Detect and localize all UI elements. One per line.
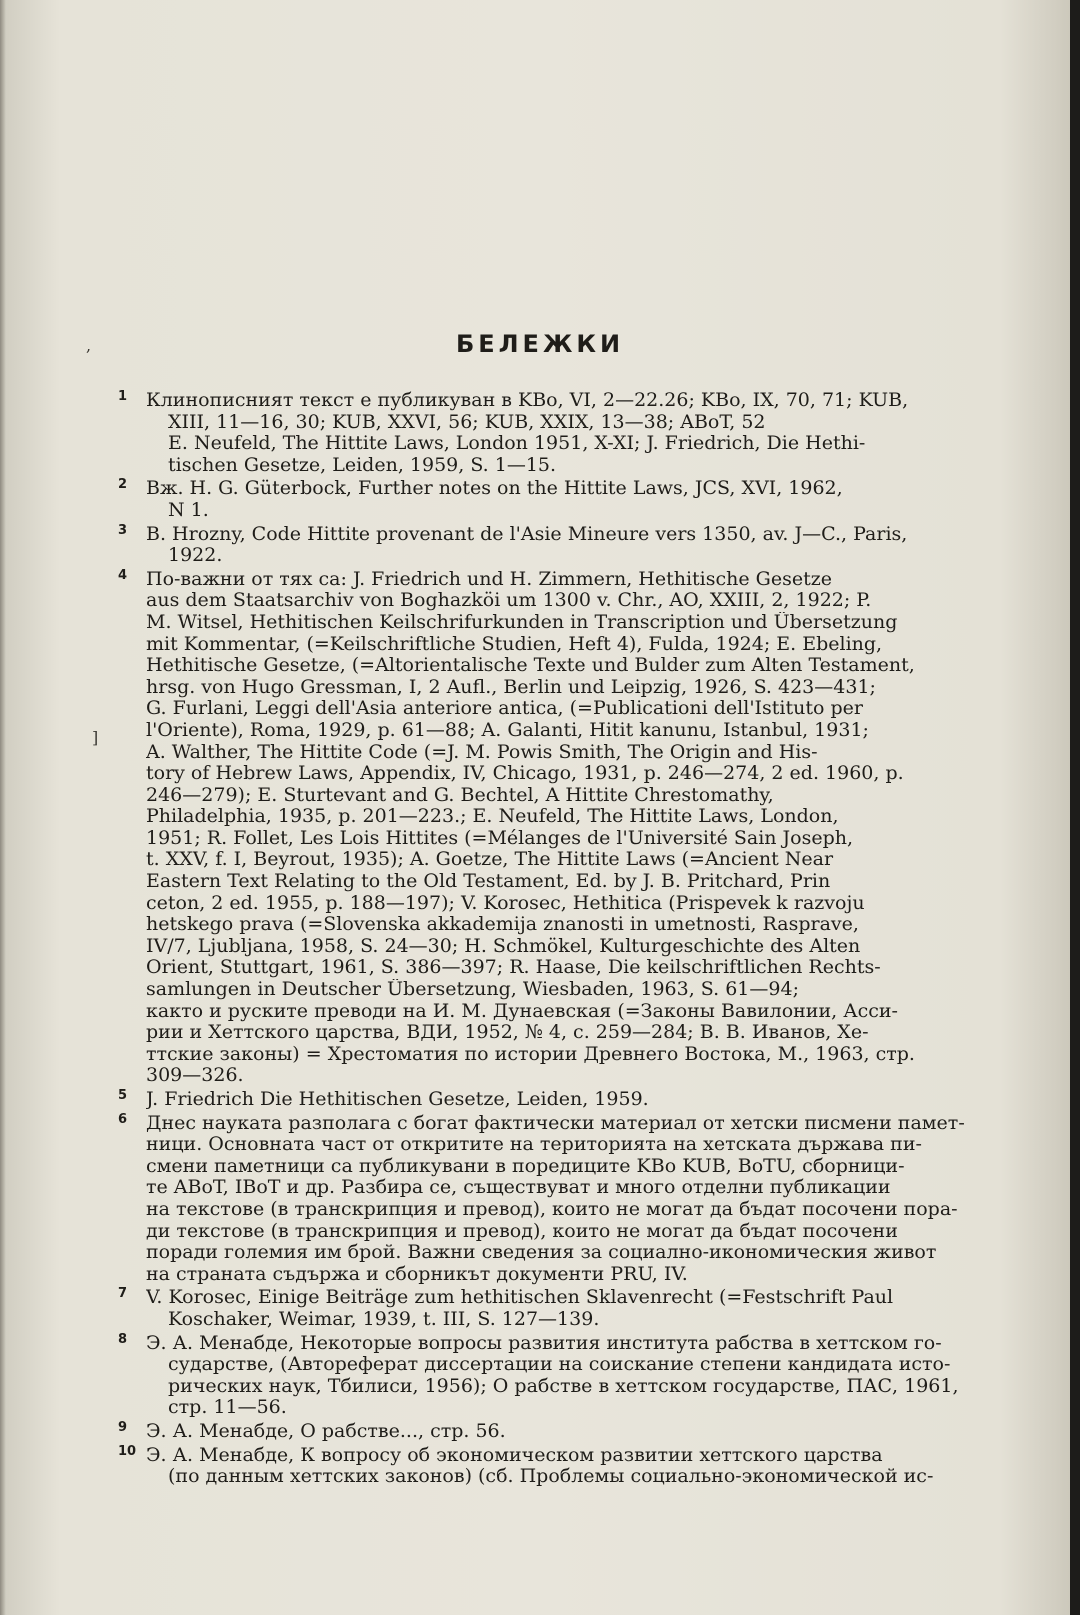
footnote-line: hrsg. von Hugo Gressman, I, 2 Aufl., Berlin und Leipzig, 1926, S. 423—431; xyxy=(146,676,876,698)
footnote xyxy=(118,569,1066,1087)
footnote xyxy=(118,390,1066,476)
margin-mark-comma: , xyxy=(86,336,92,355)
footnote-line: tischen Gesetze, Leiden, 1959, S. 1—15. xyxy=(168,454,557,476)
footnote-line: сударстве, (Автореферат диссертации на соискание степени кандидата исто- xyxy=(168,1354,951,1376)
footnote-line: Eastern Text Relating to the Old Testament, Ed. by J. B. Pritchard, Prin xyxy=(146,871,831,893)
footnote-text xyxy=(146,1445,1066,1488)
footnote-line: aus dem Staatsarchiv von Boghazköi um 1300 v. Chr., AO, XXIII, 2, 1922; P. xyxy=(146,590,872,612)
footnote-number: 1 xyxy=(118,389,128,404)
footnote-text xyxy=(146,1089,1066,1111)
footnote-line: както и руските преводи на И. М. Дунаевская (=Законы Вавилонии, Асси- xyxy=(146,1000,898,1022)
footnote-line: поради големия им брой. Важни сведения за социално-икономическия живот xyxy=(146,1242,937,1264)
footnote-line: Вж. H. G. Güterbock, Further notes on the Hittite Laws, JCS, XVI, 1962, xyxy=(146,478,843,500)
footnote-line: J. Friedrich Die Hethitischen Gesetze, Leiden, 1959. xyxy=(146,1089,649,1110)
footnote-text xyxy=(146,1287,1066,1330)
footnote-text xyxy=(146,1113,1066,1286)
footnote-line: рии и Хеттского царства, ВДИ, 1952, № 4, с. 259—284; В. В. Иванов, Хе- xyxy=(146,1022,869,1044)
footnote xyxy=(118,1421,1066,1443)
footnote-line: Philadelphia, 1935, p. 201—223.; E. Neufeld, The Hittite Laws, London, xyxy=(146,806,839,828)
footnote-line: ceton, 2 ed. 1955, p. 188—197); V. Korosec, Hethitica (Prispevek k razvoju xyxy=(146,892,865,914)
footnote-text xyxy=(146,569,1066,1087)
footnote-line: M. Witsel, Hethitischen Keilschrifurkunden in Transcription und Übersetzung xyxy=(146,611,898,633)
footnote-line: Orient, Stuttgart, 1961, S. 386—397; R. Haase, Die keilschriftlichen Rechts- xyxy=(146,957,881,979)
footnote-text xyxy=(146,1421,1066,1443)
footnote-line: 309—326. xyxy=(146,1065,244,1087)
footnote-number: 10 xyxy=(118,1443,137,1459)
footnote-line: 1951; R. Follet, Les Lois Hittites (=Mélanges de l'Université Sain Joseph, xyxy=(146,827,854,849)
footnote-line: По-важни от тях са: J. Friedrich und H. Zimmern, Hethitische Gesetze xyxy=(146,568,832,590)
footnote-line: Koschaker, Weimar, 1939, t. III, S. 127—139. xyxy=(168,1308,600,1330)
footnote-text xyxy=(146,390,1066,476)
footnote-line: ди текстове (в транскрипция и превод), които не могат да бъдат посочени xyxy=(146,1220,898,1242)
footnote xyxy=(118,1113,1066,1286)
footnote-text xyxy=(146,1333,1066,1419)
footnote-line: samlungen in Deutscher Übersetzung, Wiesbaden, 1963, S. 61—94; xyxy=(146,979,799,1001)
footnote-line: стр. 11—56. xyxy=(168,1397,287,1419)
footnote-number: 7 xyxy=(118,1286,128,1302)
footnote-line: mit Kommentar, (=Keilschriftliche Studien, Heft 4), Fulda, 1924; E. Ebeling, xyxy=(146,633,883,655)
footnote-line: XIII, 11—16, 30; KUB, XXVI, 56; KUB, XXIX, 13—38; ABoT, 52 xyxy=(168,411,766,433)
footnote-line: Э. А. Менабде, К вопросу об экономическом развитии хеттского царства xyxy=(146,1444,883,1466)
footnote-line: A. Walther, The Hittite Code (=J. M. Powis Smith, The Origin and His- xyxy=(146,741,818,763)
page-left-edge xyxy=(0,0,6,1615)
footnote-number: 2 xyxy=(118,477,128,493)
footnote-line: t. XXV, f. I, Beyrout, 1935); A. Goetze, The Hittite Laws (=Ancient Near xyxy=(146,849,834,871)
footnote xyxy=(118,1287,1066,1330)
footnote-line: V. Korosec, Einige Beiträge zum hethitischen Sklavenrecht (=Festschrift Paul xyxy=(146,1287,894,1309)
footnote-line: 1922. xyxy=(168,545,223,567)
footnote-line: Днес науката разполага с богат фактически материал от хетски писмени памет- xyxy=(146,1112,965,1134)
footnote-text xyxy=(146,524,1066,567)
footnote-line: рических наук, Тбилиси, 1956); О рабстве в хеттском государстве, ПАС, 1961, xyxy=(168,1375,959,1397)
footnote-line: ници. Основната част от откритите на територията на хетската държава пи- xyxy=(146,1134,922,1156)
footnote-number: 9 xyxy=(118,1419,128,1435)
footnote-line: B. Hrozny, Code Hittite provenant de l'Asie Mineure vers 1350, av. J—C., Paris, xyxy=(146,523,908,545)
footnote-line: l'Oriente), Roma, 1929, p. 61—88; A. Galanti, Hitit kanunu, Istanbul, 1931; xyxy=(146,719,869,741)
footnote-line: (по данным хеттских законов) (сб. Проблемы социально-экономической ис- xyxy=(168,1466,934,1488)
book-spine-edge xyxy=(1070,0,1080,1615)
footnote xyxy=(118,1445,1066,1488)
footnote-line: 246—279); E. Sturtevant and G. Bechtel, A Hittite Chrestomathy, xyxy=(146,784,774,806)
footnote-line: те ABoT, IBoT и др. Разбира се, съществуват и много отделни публикации xyxy=(146,1177,891,1199)
footnote-line: G. Furlani, Leggi dell'Asia anteriore antica, (=Publicationi dell'Istituto per xyxy=(146,698,863,720)
footnote-line: Э. А. Менабде, Некоторые вопросы развития института рабства в хеттском го- xyxy=(146,1332,942,1354)
notes-list xyxy=(118,390,1066,1490)
footnote-line: tory of Hebrew Laws, Appendix, IV, Chicago, 1931, p. 246—274, 2 ed. 1960, p. xyxy=(146,763,904,785)
footnote-line: E. Neufeld, The Hittite Laws, London 1951, X-XI; J. Friedrich, Die Hethi- xyxy=(168,433,866,455)
footnote-line: N 1. xyxy=(168,499,209,521)
footnote-line: на текстове (в транскрипция и превод), които не могат да бъдат посочени пора- xyxy=(146,1198,958,1220)
footnote-line: Клинописният текст е публикуван в KBo, VI, 2—22.26; KBo, IX, 70, 71; KUB, xyxy=(146,390,909,411)
footnote-line: IV/7, Ljubljana, 1958, S. 24—30; H. Schmökel, Kulturgeschichte des Alten xyxy=(146,935,861,957)
footnote-line: на страната съдържа и сборникът документи PRU, IV. xyxy=(146,1263,688,1285)
footnote xyxy=(118,478,1066,521)
margin-mark-bracket: ] xyxy=(92,728,99,747)
footnote-text xyxy=(146,478,1066,521)
footnote-number: 6 xyxy=(118,1111,128,1127)
footnote-line: Hethitische Gesetze, (=Altorientalische Texte und Bulder zum Alten Testament, xyxy=(146,655,915,677)
page-title: БЕЛЕЖКИ xyxy=(455,330,625,358)
footnote-number: 3 xyxy=(118,522,128,538)
footnote-number: 8 xyxy=(118,1331,128,1347)
footnote-line: Э. А. Менабде, О рабстве..., стр. 56. xyxy=(146,1420,506,1442)
footnote-line: ттские законы) = Хрестоматия по истории Древнего Востока, М., 1963, стр. xyxy=(146,1043,915,1065)
footnote-line: смени паметници са публикувани в поредиците KBo KUB, BoTU, сборници- xyxy=(146,1155,905,1177)
footnote xyxy=(118,524,1066,567)
footnote-number: 5 xyxy=(118,1088,128,1103)
footnote-line: hetskego prava (=Slovenska akkademija znanosti in umetnosti, Rasprave, xyxy=(146,914,859,936)
footnote-number: 4 xyxy=(118,567,128,583)
footnote xyxy=(118,1089,1066,1111)
footnote xyxy=(118,1333,1066,1419)
